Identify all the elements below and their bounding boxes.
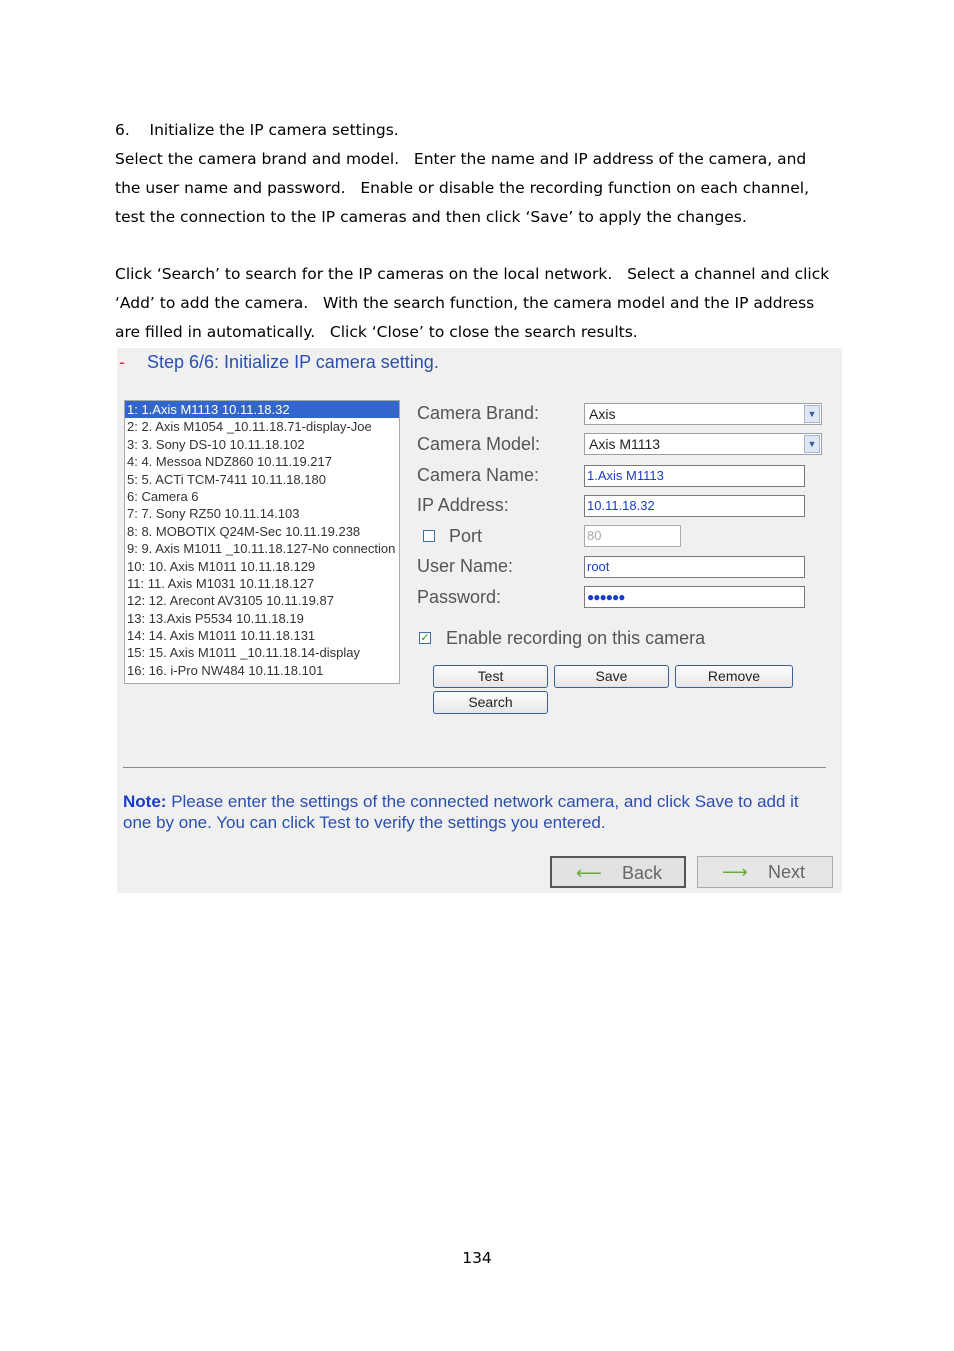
chevron-down-icon[interactable]: ▼ (804, 405, 820, 423)
camera-list-item[interactable]: 13: 13.Axis P5534 10.11.18.19 (127, 610, 304, 626)
camera-model-select[interactable] (584, 433, 822, 455)
text-line: are filled in automatically. Click ‘Close’ to close the search results. (115, 323, 638, 341)
instruction-paragraph-1 (115, 116, 840, 232)
note-text: Please enter the settings of the connected network camera, and click Save to add it one by one. You can click Test to verify the settings you entered. (123, 792, 799, 832)
camera-list-item[interactable]: 2: 2. Axis M1054 _10.11.18.71-display-Joe (127, 419, 372, 435)
port-input[interactable]: 80 (584, 525, 681, 547)
page-number: 134 (462, 1249, 492, 1267)
divider (123, 767, 826, 768)
enable-recording-label: Enable recording on this camera (446, 628, 706, 648)
back-label: Back (622, 863, 663, 883)
camera-list-item[interactable]: 11: 11. Axis M1031 10.11.18.127 (127, 575, 315, 591)
camera-list-item[interactable]: 16: 16. i-Pro NW484 10.11.18.101 (127, 662, 324, 678)
ip-address-label: IP Address: (417, 495, 509, 515)
camera-list-item[interactable]: 1: 1.Axis M1113 10.11.18.32 (125, 401, 399, 418)
text-line: test the connection to the IP cameras and then click ‘Save’ to apply the changes. (115, 208, 747, 226)
note (123, 791, 823, 833)
step-collapse-dash[interactable]: - (119, 352, 125, 372)
user-name-input[interactable]: root (584, 556, 805, 578)
ip-camera-setup-panel (117, 348, 842, 893)
port-label: Port (449, 526, 483, 546)
arrow-right-icon: ⟶ (722, 862, 748, 882)
arrow-left-icon: ⟵ (576, 863, 602, 883)
camera-list-item[interactable]: 12: 12. Arecont AV3105 10.11.19.87 (127, 593, 334, 609)
port-checkbox[interactable] (423, 530, 435, 542)
step-title-text: Step 6/6: Initialize IP camera setting. (147, 352, 439, 372)
camera-list-item[interactable]: 7: 7. Sony RZ50 10.11.14.103 (127, 506, 300, 522)
test-button[interactable]: Test (433, 665, 548, 688)
next-label: Next (768, 862, 806, 882)
text-line: Select the camera brand and model. Enter the name and IP address of the camera, and (115, 150, 807, 168)
instruction-paragraph-2 (115, 260, 840, 347)
next-button[interactable] (697, 856, 833, 888)
text-line: the user name and password. Enable or disable the recording function on each channel, (115, 179, 810, 197)
chevron-down-icon[interactable]: ▼ (804, 435, 820, 453)
note-label: Note: (123, 792, 167, 811)
camera-model-label: Camera Model: (417, 434, 541, 454)
search-button[interactable]: Search (433, 691, 548, 714)
password-input[interactable]: ●●●●●● (584, 586, 805, 608)
camera-brand-select[interactable] (584, 403, 822, 425)
camera-brand-label: Camera Brand: (417, 403, 540, 423)
camera-list-item[interactable]: 9: 9. Axis M1011 _10.11.18.127-No connection (127, 541, 396, 557)
camera-name-input[interactable]: 1.Axis M1113 (584, 465, 805, 487)
back-button[interactable] (550, 856, 686, 888)
camera-list-item[interactable]: 15: 15. Axis M1011 _10.11.18.14-display (127, 645, 360, 661)
text-line: 6. Initialize the IP camera settings. (115, 121, 399, 139)
camera-list-item[interactable]: 8: 8. MOBOTIX Q24M-Sec 10.11.19.238 (127, 523, 361, 539)
text-line: ‘Add’ to add the camera. With the search function, the camera model and the IP address (115, 294, 815, 312)
camera-list-item[interactable]: 4: 4. Messoa NDZ860 10.11.19.217 (127, 454, 332, 470)
camera-list-item[interactable]: 14: 14. Axis M1011 10.11.18.131 (127, 628, 316, 644)
ip-address-input[interactable]: 10.11.18.32 (584, 495, 805, 517)
enable-recording-checkbox[interactable]: ✓ (420, 632, 430, 644)
password-label: Password: (417, 587, 502, 607)
camera-channel-list[interactable] (124, 400, 400, 684)
camera-list-item[interactable]: 3: 3. Sony DS-10 10.11.18.102 (127, 436, 305, 452)
camera-brand-value: Axis (589, 406, 616, 422)
camera-list-item[interactable]: 10: 10. Axis M1011 10.11.18.129 (127, 558, 316, 574)
camera-name-label: Camera Name: (417, 465, 540, 485)
camera-list-item[interactable]: 5: 5. ACTi TCM-7411 10.11.18.180 (127, 471, 326, 487)
save-button[interactable]: Save (554, 665, 669, 688)
text-line: Click ‘Search’ to search for the IP cameras on the local network. Select a channel and click (115, 265, 830, 283)
camera-list-item[interactable]: 6: Camera 6 (127, 488, 199, 504)
camera-model-value: Axis M1113 (589, 436, 661, 452)
user-name-label: User Name: (417, 556, 514, 576)
step-title (117, 352, 439, 373)
remove-button[interactable]: Remove (675, 665, 793, 688)
